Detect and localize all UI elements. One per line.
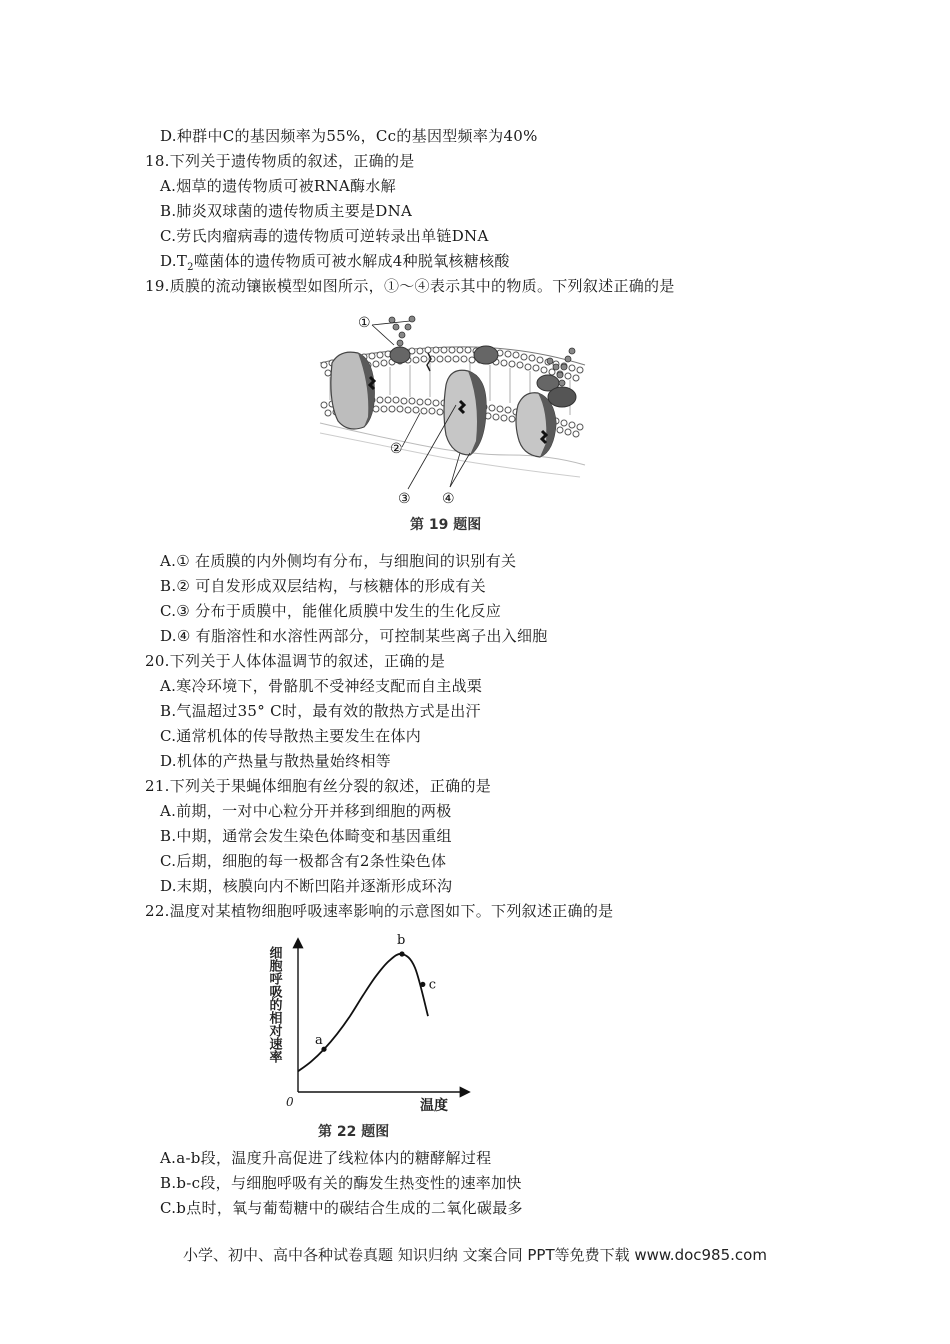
membrane-figure <box>310 305 590 505</box>
q19-option-c: C.③ 分布于质膜中，能催化质膜中发生的生化反应 <box>160 602 502 620</box>
chart-point-label-b: b <box>397 933 406 948</box>
chart-origin-label: 0 <box>286 1095 294 1109</box>
q22-option-a: A.a-b段，温度升高促进了线粒体内的糖酵解过程 <box>160 1149 492 1167</box>
q20-option-a: A.寒冷环境下，骨骼肌不受神经支配而自主战栗 <box>160 677 483 695</box>
chart-title: 第 22 题图 <box>318 1124 390 1140</box>
q22-option-b: B.b-c段，与细胞呼吸有关的酶发生热变性的速率加快 <box>160 1174 522 1192</box>
q21-option-c: C.后期，细胞的每一极都含有2条性染色体 <box>160 852 447 870</box>
q18-option-c: C.劳氏肉瘤病毒的遗传物质可逆转录出单链DNA <box>160 227 489 245</box>
q17-option-d: D.种群中C的基因频率为55%，Cc的基因型频率为40% <box>160 127 538 145</box>
q18-option-d-subscript: 2 <box>187 262 194 273</box>
q18-option-d-prefix: D.T <box>160 252 188 270</box>
q20-option-b: B.气温超过35° C时，最有效的散热方式是出汗 <box>160 702 481 720</box>
membrane-label-4: ④ <box>442 491 455 505</box>
q21-option-b: B.中期，通常会发生染色体畸变和基因重组 <box>160 827 452 845</box>
q22-stem: 22.温度对某植物细胞呼吸速率影响的示意图如下。下列叙述正确的是 <box>145 902 614 920</box>
q22-option-c: C.b点时，氧与葡萄糖中的碳结合生成的二氧化碳最多 <box>160 1199 523 1217</box>
membrane-label-1: ① <box>358 315 371 331</box>
q20-option-c: C.通常机体的传导散热主要发生在体内 <box>160 727 422 745</box>
q21-stem: 21.下列关于果蝇体细胞有丝分裂的叙述，正确的是 <box>145 777 492 795</box>
q19-figure-caption: 第 19 题图 <box>410 517 482 533</box>
q20-option-d: D.机体的产热量与散热量始终相等 <box>160 752 392 770</box>
q20-stem: 20.下列关于人体体温调节的叙述，正确的是 <box>145 652 446 670</box>
chart-point-c <box>420 982 425 987</box>
chart-y-label: 细胞呼吸的相对速率 <box>266 946 282 1063</box>
chart-point-label-a: a <box>315 1033 323 1049</box>
footer-banner: 小学、初中、高中各种试卷真题 知识归纳 文案合同 PPT等免费下载 www.doc985.com <box>183 1246 767 1264</box>
q18-option-d <box>160 251 510 278</box>
q18-option-b: B.肺炎双球菌的遗传物质主要是DNA <box>160 202 413 220</box>
chart-point-label-c: c <box>428 977 437 993</box>
respiration-curve <box>298 954 428 1071</box>
q18-option-a: A.烟草的遗传物质可被RNA酶水解 <box>160 177 396 195</box>
q19-option-d: D.④ 有脂溶性和水溶性两部分，可控制某些离子出入细胞 <box>160 627 548 645</box>
respiration-chart <box>262 932 482 1144</box>
membrane-label-2: ② <box>390 441 403 457</box>
q19-option-b: B.② 可自发形成双层结构，与核糖体的形成有关 <box>160 577 486 595</box>
q19-stem: 19.质膜的流动镶嵌模型如图所示，①～④表示其中的物质。下列叙述正确的是 <box>145 277 675 295</box>
chart-point-b <box>399 951 404 956</box>
q21-option-d: D.末期，核膜向内不断凹陷并逐渐形成环沟 <box>160 877 453 895</box>
membrane-label-3: ③ <box>398 491 411 505</box>
chart-x-label: 温度 <box>420 1098 448 1114</box>
q19-option-a: A.① 在质膜的内外侧均有分布，与细胞间的识别有关 <box>160 552 517 570</box>
q21-option-a: A.前期，一对中心粒分开并移到细胞的两极 <box>160 802 452 820</box>
q18-stem: 18.下列关于遗传物质的叙述，正确的是 <box>145 152 415 170</box>
q18-option-d-rest: 噬菌体的遗传物质可被水解成4种脱氧核糖核酸 <box>193 252 510 270</box>
